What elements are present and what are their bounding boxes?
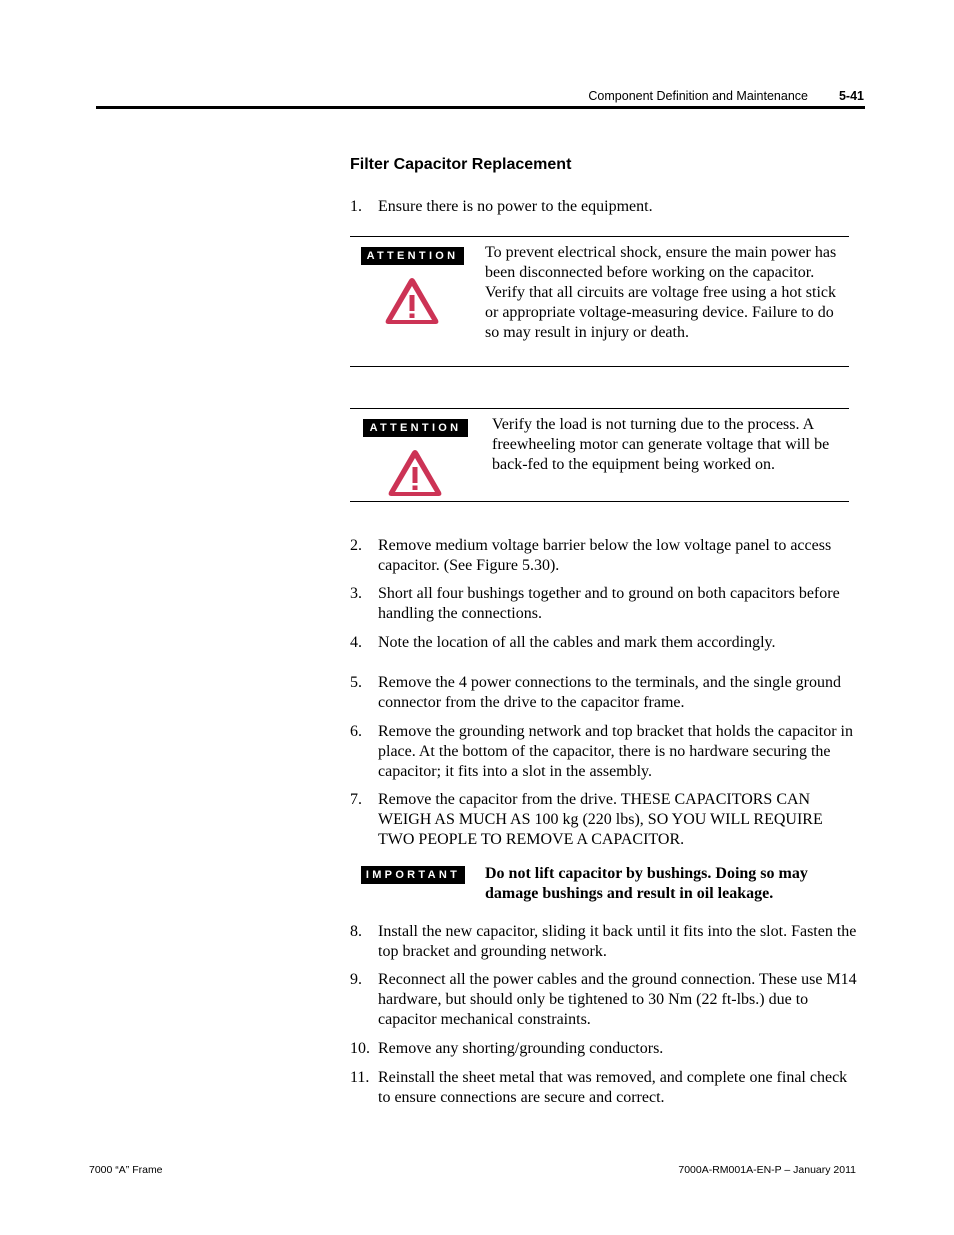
page-number: 5-41: [838, 89, 864, 103]
step-number: 4.: [350, 634, 362, 651]
step-number: 8.: [350, 923, 362, 940]
attention-box-1: [350, 236, 849, 367]
warning-triangle-icon: [383, 275, 441, 327]
step-number: 6.: [350, 723, 362, 740]
step-number: 1.: [350, 198, 362, 215]
step-text: Remove the grounding network and top bracket that holds the capacitor in place. At the bottom of the capacitor, there is no hardware securing the capacitor; it fits into a slot in the assembly.: [378, 723, 853, 780]
footer-right: 7000A-RM001A-EN-P – January 2011: [678, 1164, 856, 1176]
header-title: Component Definition and Maintenance: [588, 89, 808, 103]
step-number: 10.: [350, 1040, 370, 1057]
footer-left: 7000 “A” Frame: [89, 1164, 163, 1176]
step-number: 5.: [350, 674, 362, 691]
attention-badge: ATTENTION: [361, 247, 464, 265]
step-text: Note the location of all the cables and mark them accordingly.: [378, 634, 776, 651]
attention-text: To prevent electrical shock, ensure the main power has been disconnected before working on the capacitor. Verify that all circuits are voltage free using a hot stick or appropriate voltage-measuring device. Failure to do so may result in injury or death.: [485, 244, 837, 341]
attention-text: Verify the load is not turning due to the process. A freewheeling motor can generate voltage that will be back-fed to the equipment being worked on.: [492, 416, 830, 473]
step-text: Remove any shorting/grounding conductors.: [378, 1040, 664, 1057]
header-rule: [96, 106, 865, 109]
step-text: Ensure there is no power to the equipment.: [378, 198, 653, 215]
step-number: 9.: [350, 971, 362, 988]
step-text: Remove the 4 power connections to the terminals, and the single ground connector from the drive to the capacitor frame.: [378, 674, 841, 711]
step-number: 11.: [350, 1069, 370, 1086]
step-number: 3.: [350, 585, 362, 602]
step-number: 7.: [350, 791, 362, 808]
step-text: Install the new capacitor, sliding it back until it fits into the slot. Fasten the top bracket and grounding network.: [378, 923, 857, 960]
step-text: Short all four bushings together and to ground on both capacitors before handling the connections.: [378, 585, 840, 622]
section-heading: Filter Capacitor Replacement: [350, 156, 572, 173]
step-text: Reconnect all the power cables and the ground connection. These use M14 hardware, but should only be tightened to 30 Nm (22 ft-lbs.) due to capacitor mechanical constraints.: [378, 971, 857, 1028]
attention-box-2: [350, 408, 849, 502]
page-header: [0, 0, 954, 120]
warning-triangle-icon: [386, 447, 444, 499]
step-text: Remove medium voltage barrier below the low voltage panel to access capacitor. (See Figure 5.30).: [378, 537, 832, 574]
important-text: Do not lift capacitor by bushings. Doing so may damage bushings and result in oil leakage.: [485, 865, 808, 902]
important-badge: IMPORTANT: [361, 866, 465, 884]
step-text: Remove the capacitor from the drive. THESE CAPACITORS CAN WEIGH AS MUCH AS 100 kg (220 lbs), SO YOU WILL REQUIRE TWO PEOPLE TO REMOVE A CAPACITOR.: [378, 791, 823, 848]
step-text: Reinstall the sheet metal that was removed, and complete one final check to ensure connections are secure and correct.: [378, 1069, 848, 1106]
step-number: 2.: [350, 537, 362, 554]
attention-badge: ATTENTION: [363, 419, 468, 437]
